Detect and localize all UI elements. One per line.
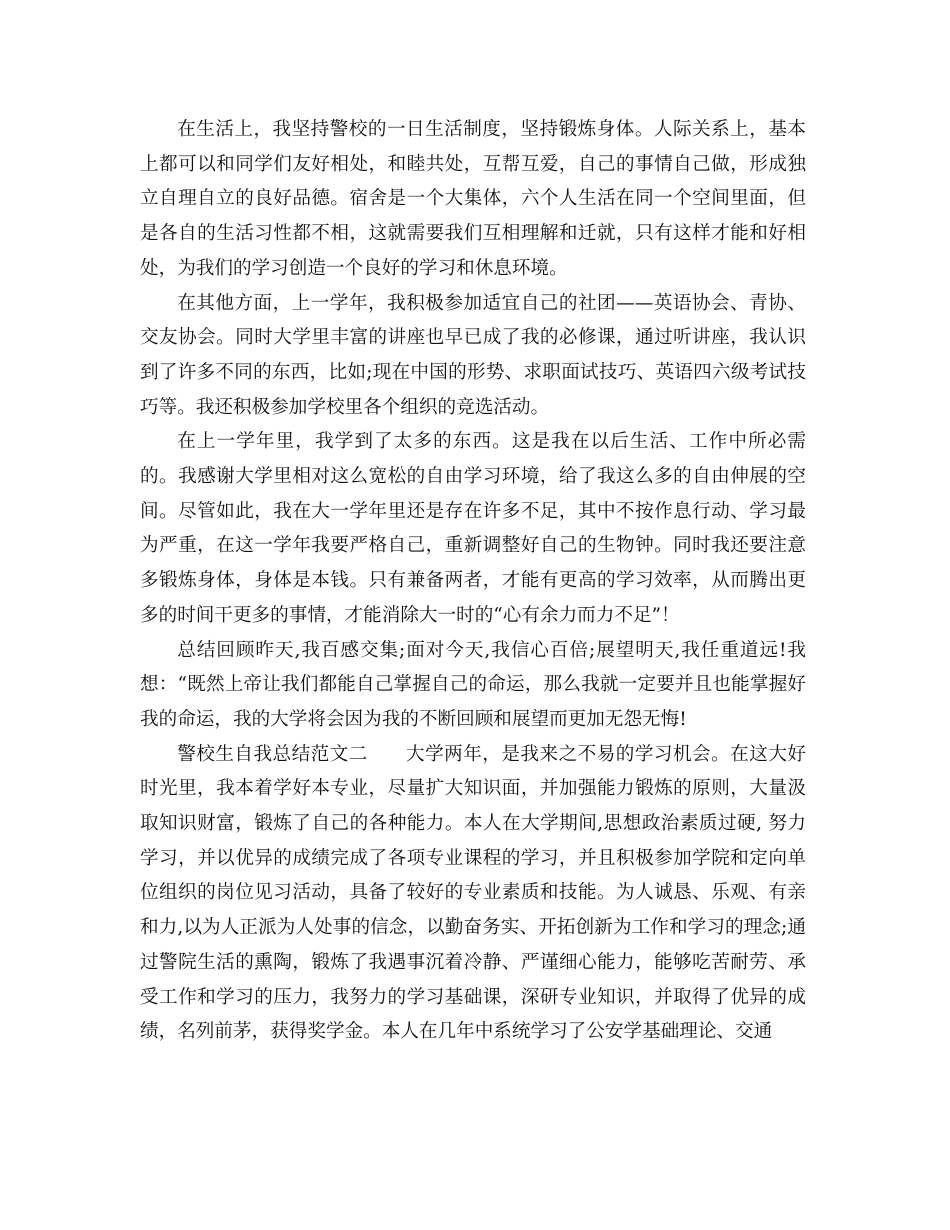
paragraph-summary: 总结回顾昨天,我百感交集;面对今天,我信心百倍;展望明天,我任重道远!我想：“既然上帝让我们都能自己掌握自己的命运，那么我就一定要并且也能掌握好我的命运，我的大学将会因为我的不断回顾和展望而更加无怨无悔! <box>140 639 806 730</box>
document-body <box>140 113 806 1050</box>
paragraph-daily-life: 在生活上，我坚持警校的一日生活制度，坚持锻炼身体。人际关系上，基本上都可以和同学们友好相处，和睦共处，互帮互爱，自己的事情自己做，形成独立自理自立的良好品德。宿舍是一个大集体，六个人生活在同一个空间里面，但是各自的生活习性都不相，这就需要我们互相理解和迁就，只有这样才能和好相处，为我们的学习创造一个良好的学习和休息环境。 <box>140 119 806 279</box>
paragraph-sample-two: 警校生自我总结范文二 大学两年，是我来之不易的学习机会。在这大好时光里，我本着学好本专业，尽量扩大知识面，并加强能力锻炼的原则，大量汲取知识财富，锻炼了自己的各种能力。本人在大学期间,思想政治素质过硬, 努力学习，并以优异的成绩完成了各项专业课程的学习，并且积极参加学院和定向单位组织的岗位见习活动，具备了较好的专业素质和技能。为人诚恳、乐观、有亲和力,以为人正派为人处事的信念，以勤奋务实、开拓创新为工作和学习的理念;通过警院生活的熏陶，锻炼了我遇事沉着冷静、严谨细心能力，能够吃苦耐劳、承受工作和学习的压力，我努力的学习基础课，深研专业知识，并取得了优异的成绩，名列前茅，获得奖学金。本人在几年中系统学习了公安学基础理论、交通 <box>140 743 806 1043</box>
paragraph-other-aspects: 在其他方面，上一学年，我积极参加适宜自己的社团——英语协会、青协、交友协会。同时大学里丰富的讲座也早已成了我的必修课，通过听讲座，我认识到了许多不同的东西，比如;现在中国的形势、求职面试技巧、英语四六级考试技巧等。我还积极参加学校里各个组织的竞选活动。 <box>140 292 806 418</box>
paragraph-past-year: 在上一学年里，我学到了太多的东西。这是我在以后生活、工作中所必需的。我感谢大学里相对这么宽松的自由学习环境，给了我这么多的自由伸展的空间。尽管如此，我在大一学年里还是存在许多不足，其中不按作息行动、学习最为严重，在这一学年我要严格自己，重新调整好自己的生物钟。同时我还要注意多锻炼身体，身体是本钱。只有兼备两者，才能有更高的学习效率，从而腾出更多的时间干更多的事情，才能消除大一时的“心有余力而力不足”！ <box>140 431 806 626</box>
